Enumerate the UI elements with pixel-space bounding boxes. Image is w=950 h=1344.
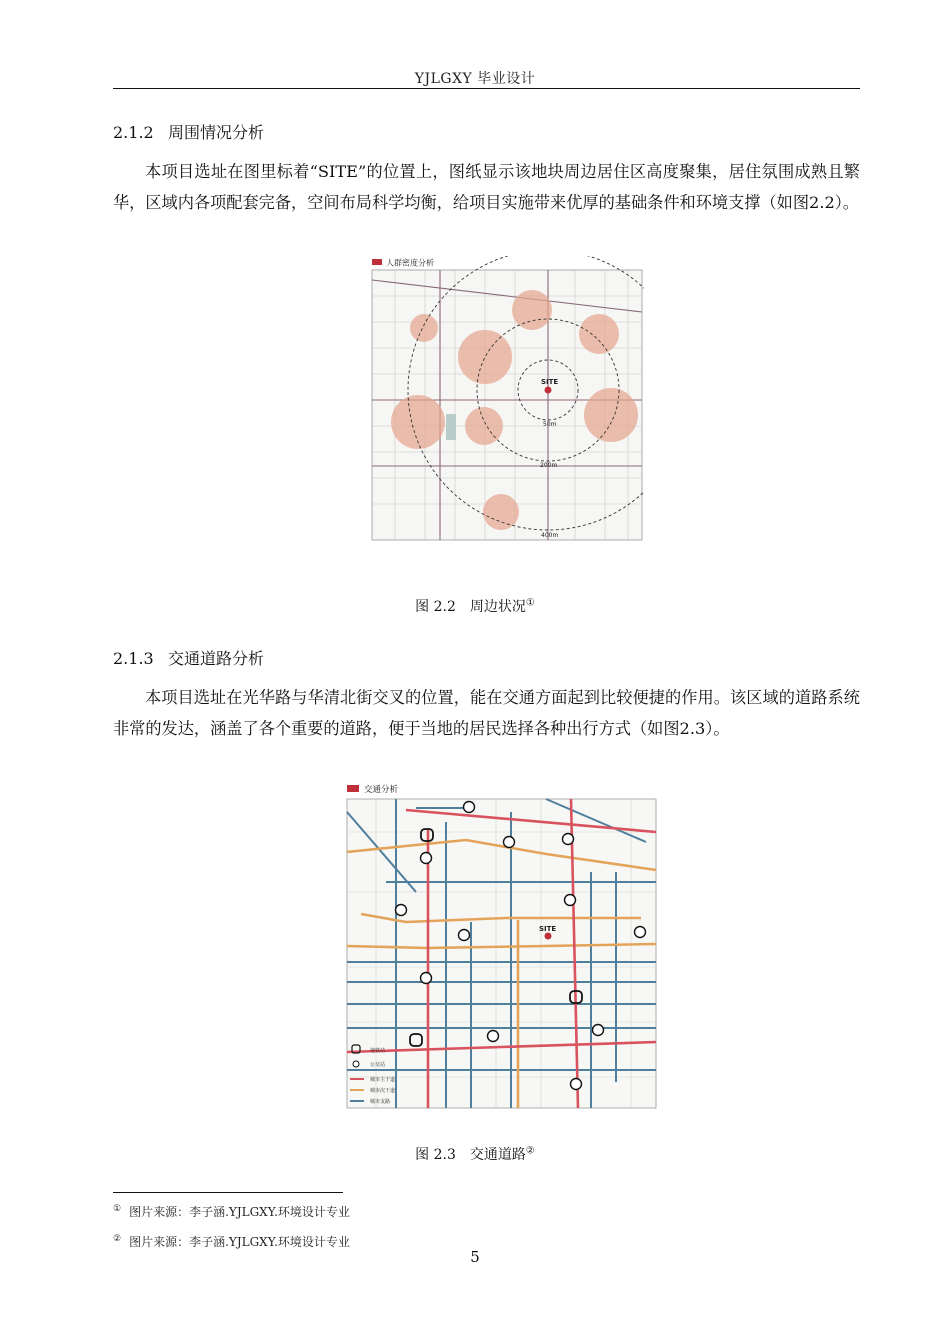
ring-label-200m: 200m: [540, 462, 558, 469]
footnote-rule: [113, 1192, 343, 1193]
park-area: [446, 414, 456, 440]
legend-title: 人群密度分析: [386, 258, 434, 268]
page-number: 5: [470, 1248, 480, 1266]
figure-caption-2-3: [0, 1144, 950, 1164]
figure-caption-2-2: [0, 596, 950, 616]
header-rule: [113, 88, 860, 89]
ring-label-50m: 50m: [543, 421, 557, 428]
legend-swatch: [347, 785, 359, 792]
caption-number: 图 2.2: [415, 599, 456, 615]
site-marker: [545, 933, 552, 940]
caption-text: 周边状况: [469, 599, 526, 615]
legend-item-branch: 城市支路: [370, 1099, 391, 1105]
bus-stop-legend-icon: [353, 1061, 359, 1067]
footnote-text: 图片来源：李子涵.YJLGXY.环境设计专业: [129, 1235, 350, 1249]
figure-density-map: [370, 256, 644, 543]
footnote-mark: ②: [113, 1234, 122, 1244]
density-map-svg: [370, 256, 644, 543]
section-title: 交通道路分析: [168, 649, 265, 668]
legend-item-primary: 城市主干道: [370, 1077, 396, 1083]
legend-item-subway: 地铁站: [370, 1048, 386, 1054]
section-heading-2-1-3: [113, 646, 264, 669]
legend-title: 交通分析: [364, 785, 399, 795]
figure-traffic-map: [346, 782, 658, 1110]
caption-number: 图 2.3: [415, 1147, 456, 1163]
caption-footnote-mark: ②: [525, 1145, 535, 1157]
section-number: 2.1.3: [113, 649, 154, 668]
ring-label-400m: 400m: [541, 532, 559, 539]
running-header: YJLGXY 毕业设计: [414, 71, 536, 87]
caption-footnote-mark: ①: [525, 597, 535, 609]
body-paragraph-2: 本项目选址在光华路与华清北街交叉的位置，能在交通方面起到比较便捷的作用。该区域的道路系统非常的发达，涵盖了各个重要的道路，便于当地的居民选择各种出行方式（如图2.3）。: [113, 688, 860, 738]
section-heading-2-1-2: [113, 120, 264, 143]
legend-item-bus: 公交站: [370, 1062, 386, 1068]
legend-swatch: [372, 259, 382, 265]
footnote-1: [113, 1203, 350, 1220]
site-marker: [545, 387, 552, 394]
site-label: SITE: [541, 378, 559, 386]
traffic-map-svg: [346, 782, 658, 1110]
legend-item-secondary: 城市次干道: [370, 1088, 396, 1094]
footnote-mark: ①: [113, 1204, 122, 1214]
caption-text: 交通道路: [469, 1147, 526, 1163]
body-paragraph-1: 本项目选址在图里标着“SITE”的位置上，图纸显示该地块周边居住区高度聚集，居住氛围成熟且繁华，区域内各项配套完备，空间布局科学均衡，给项目实施带来优厚的基础条件和环境支撑（如图2.2）。: [113, 162, 860, 212]
site-label: SITE: [539, 925, 557, 933]
footnote-text: 图片来源：李子涵.YJLGXY.环境设计专业: [129, 1205, 350, 1219]
section-title: 周围情况分析: [168, 123, 265, 142]
section-number: 2.1.2: [113, 123, 154, 142]
